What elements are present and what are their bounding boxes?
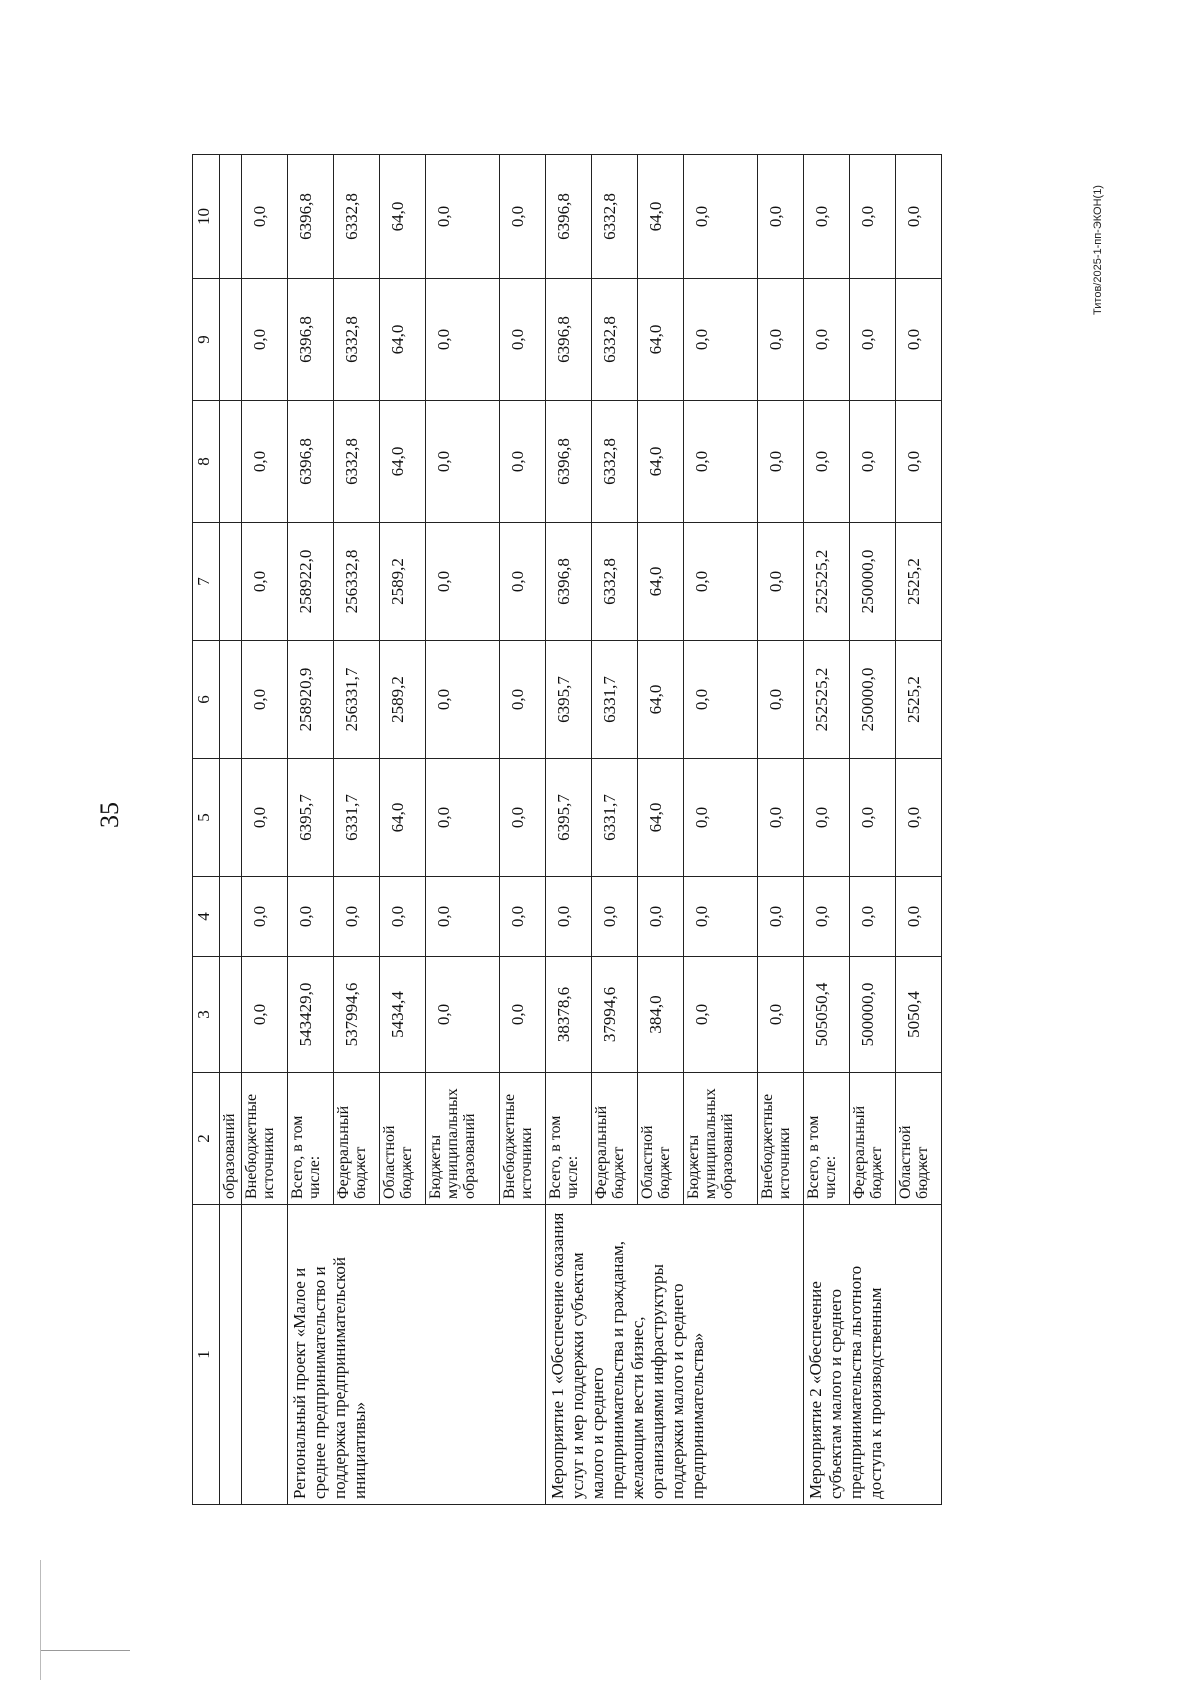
funding-source-cell: Внебюджетные источники: [758, 1073, 804, 1205]
value-cell: 6331,7: [334, 759, 380, 877]
value-cell: [220, 155, 242, 279]
value-cell: 0,0: [500, 523, 546, 641]
value-cell: 0,0: [500, 155, 546, 279]
value-cell: 6331,7: [592, 641, 638, 759]
value-cell: 6396,8: [288, 401, 334, 523]
value-cell: 2525,2: [896, 523, 942, 641]
scan-artifact: [40, 1650, 130, 1651]
value-cell: 0,0: [288, 877, 334, 957]
value-cell: 0,0: [380, 877, 426, 957]
value-cell: 6396,8: [546, 279, 592, 401]
value-cell: 0,0: [500, 957, 546, 1073]
financing-table: [192, 154, 942, 1505]
value-cell: 252525,2: [804, 641, 850, 759]
value-cell: 0,0: [758, 957, 804, 1073]
rotated-table-container: [192, 155, 1072, 1505]
value-cell: 0,0: [242, 155, 288, 279]
value-cell: [220, 877, 242, 957]
value-cell: 0,0: [242, 279, 288, 401]
value-cell: 0,0: [804, 877, 850, 957]
value-cell: 0,0: [758, 401, 804, 523]
value-cell: 0,0: [684, 523, 758, 641]
value-cell: 6332,8: [334, 279, 380, 401]
value-cell: 0,0: [684, 155, 758, 279]
project-name-cell: [242, 1205, 288, 1505]
value-cell: 0,0: [334, 877, 380, 957]
header-cell: 7: [193, 523, 220, 641]
value-cell: 0,0: [804, 155, 850, 279]
value-cell: 0,0: [242, 759, 288, 877]
value-cell: 6332,8: [592, 523, 638, 641]
value-cell: [220, 523, 242, 641]
value-cell: 0,0: [426, 279, 500, 401]
header-cell: 2: [193, 1073, 220, 1205]
funding-source-cell: Областной бюджет: [638, 1073, 684, 1205]
value-cell: 37994,6: [592, 957, 638, 1073]
value-cell: 0,0: [850, 155, 896, 279]
value-cell: 6396,8: [546, 401, 592, 523]
value-cell: 5434,4: [380, 957, 426, 1073]
value-cell: 64,0: [638, 759, 684, 877]
value-cell: 0,0: [242, 523, 288, 641]
value-cell: 0,0: [758, 877, 804, 957]
value-cell: 0,0: [684, 279, 758, 401]
value-cell: 0,0: [896, 877, 942, 957]
value-cell: 537994,6: [334, 957, 380, 1073]
value-cell: 6395,7: [546, 759, 592, 877]
value-cell: 0,0: [684, 877, 758, 957]
value-cell: 0,0: [638, 877, 684, 957]
value-cell: 0,0: [242, 641, 288, 759]
funding-source-cell: Всего, в том числе:: [288, 1073, 334, 1205]
table-row: [288, 155, 334, 1505]
value-cell: 0,0: [896, 155, 942, 279]
value-cell: 64,0: [638, 523, 684, 641]
value-cell: 0,0: [592, 877, 638, 957]
value-cell: 0,0: [850, 877, 896, 957]
funding-source-cell: Внебюджетные источники: [242, 1073, 288, 1205]
value-cell: 6396,8: [546, 523, 592, 641]
header-cell: 8: [193, 401, 220, 523]
value-cell: [220, 641, 242, 759]
header-cell: 9: [193, 279, 220, 401]
value-cell: 256331,7: [334, 641, 380, 759]
value-cell: 500000,0: [850, 957, 896, 1073]
value-cell: 0,0: [758, 641, 804, 759]
project-name-cell: Региональный проект «Малое и среднее предпринимательство и поддержка предпринимательской инициативы»: [288, 1205, 546, 1505]
funding-source-cell: Внебюджетные источники: [500, 1073, 546, 1205]
value-cell: 0,0: [500, 641, 546, 759]
value-cell: 0,0: [850, 759, 896, 877]
value-cell: 38378,6: [546, 957, 592, 1073]
value-cell: 0,0: [896, 759, 942, 877]
value-cell: 2589,2: [380, 641, 426, 759]
table-row: [546, 155, 592, 1505]
value-cell: 6395,7: [546, 641, 592, 759]
header-cell: 10: [193, 155, 220, 279]
value-cell: 258922,0: [288, 523, 334, 641]
value-cell: 0,0: [500, 279, 546, 401]
value-cell: 0,0: [758, 523, 804, 641]
value-cell: 0,0: [684, 759, 758, 877]
value-cell: 250000,0: [850, 523, 896, 641]
funding-source-cell: Федеральный бюджет: [592, 1073, 638, 1205]
funding-source-cell: Всего, в том числе:: [804, 1073, 850, 1205]
value-cell: 505050,4: [804, 957, 850, 1073]
value-cell: 0,0: [242, 401, 288, 523]
value-cell: 0,0: [896, 279, 942, 401]
value-cell: 0,0: [758, 155, 804, 279]
value-cell: 0,0: [426, 957, 500, 1073]
value-cell: 64,0: [638, 401, 684, 523]
value-cell: 0,0: [242, 957, 288, 1073]
value-cell: 6396,8: [288, 279, 334, 401]
funding-source-cell: Областной бюджет: [896, 1073, 942, 1205]
value-cell: 0,0: [546, 877, 592, 957]
value-cell: 250000,0: [850, 641, 896, 759]
document-footer-code: Титов/2025-1-пп-ЭКОН(1): [1092, 185, 1104, 315]
value-cell: 543429,0: [288, 957, 334, 1073]
funding-source-cell: Федеральный бюджет: [334, 1073, 380, 1205]
value-cell: 64,0: [638, 279, 684, 401]
value-cell: 0,0: [804, 401, 850, 523]
page-number: 35: [95, 802, 124, 828]
value-cell: 0,0: [426, 401, 500, 523]
funding-source-cell: Областной бюджет: [380, 1073, 426, 1205]
value-cell: 252525,2: [804, 523, 850, 641]
project-name-cell: Мероприятие 1 «Обеспечение оказания услуг и мер поддержки субъектам малого и среднего предпринимательства и гражданам, желающим вести бизнес, организациями инфраструктуры поддержки малого и среднего предпринимательства»: [546, 1205, 804, 1505]
project-name-cell: [220, 1205, 242, 1505]
value-cell: 6395,7: [288, 759, 334, 877]
value-cell: 0,0: [804, 279, 850, 401]
value-cell: 6332,8: [592, 279, 638, 401]
value-cell: 0,0: [500, 759, 546, 877]
funding-source-cell: Бюджеты муниципальных образований: [426, 1073, 500, 1205]
funding-source-cell: Бюджеты муниципальных образований: [684, 1073, 758, 1205]
value-cell: 64,0: [638, 641, 684, 759]
value-cell: 6332,8: [334, 155, 380, 279]
value-cell: 6331,7: [592, 759, 638, 877]
value-cell: 0,0: [500, 877, 546, 957]
value-cell: 6396,8: [288, 155, 334, 279]
value-cell: 258920,9: [288, 641, 334, 759]
value-cell: 0,0: [684, 957, 758, 1073]
value-cell: 6396,8: [546, 155, 592, 279]
value-cell: 6332,8: [334, 401, 380, 523]
value-cell: 0,0: [500, 401, 546, 523]
value-cell: 0,0: [242, 877, 288, 957]
value-cell: 384,0: [638, 957, 684, 1073]
table-row: [804, 155, 850, 1505]
header-cell: 3: [193, 957, 220, 1073]
value-cell: 0,0: [804, 759, 850, 877]
value-cell: 64,0: [380, 401, 426, 523]
value-cell: 64,0: [380, 759, 426, 877]
funding-source-cell: Федеральный бюджет: [850, 1073, 896, 1205]
value-cell: 0,0: [896, 401, 942, 523]
value-cell: 2525,2: [896, 641, 942, 759]
value-cell: 6332,8: [592, 155, 638, 279]
value-cell: 64,0: [380, 155, 426, 279]
value-cell: 0,0: [426, 877, 500, 957]
value-cell: 6332,8: [592, 401, 638, 523]
value-cell: 0,0: [758, 279, 804, 401]
value-cell: 256332,8: [334, 523, 380, 641]
funding-source-cell: образований: [220, 1073, 242, 1205]
value-cell: 0,0: [684, 641, 758, 759]
value-cell: 0,0: [426, 759, 500, 877]
value-cell: 2589,2: [380, 523, 426, 641]
value-cell: 0,0: [426, 523, 500, 641]
value-cell: 0,0: [684, 401, 758, 523]
header-cell: 4: [193, 877, 220, 957]
scan-artifact: [40, 1560, 41, 1680]
header-cell: 6: [193, 641, 220, 759]
value-cell: [220, 401, 242, 523]
value-cell: 0,0: [426, 155, 500, 279]
value-cell: 0,0: [850, 279, 896, 401]
value-cell: 0,0: [426, 641, 500, 759]
table-row: [242, 155, 288, 1505]
value-cell: [220, 759, 242, 877]
header-cell: 5: [193, 759, 220, 877]
value-cell: 0,0: [758, 759, 804, 877]
value-cell: 64,0: [638, 155, 684, 279]
value-cell: 5050,4: [896, 957, 942, 1073]
table-header-row: [193, 155, 220, 1505]
value-cell: [220, 957, 242, 1073]
value-cell: 64,0: [380, 279, 426, 401]
funding-source-cell: Всего, в том числе:: [546, 1073, 592, 1205]
value-cell: 0,0: [850, 401, 896, 523]
project-name-cell: Мероприятие 2 «Обеспечение субъектам малого и среднего предпринимательства льготного доступа к производственным: [804, 1205, 942, 1505]
value-cell: [220, 279, 242, 401]
table-row: [220, 155, 242, 1505]
header-cell: 1: [193, 1205, 220, 1505]
